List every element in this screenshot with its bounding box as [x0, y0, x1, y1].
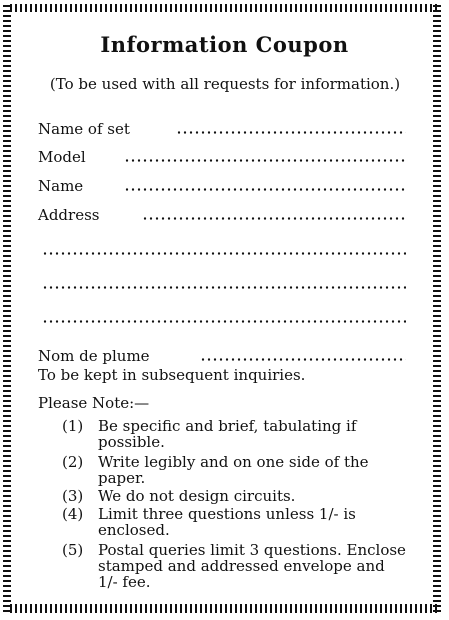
note-text: We do not design circuits. [98, 487, 296, 505]
model-label: Model [38, 148, 86, 166]
name-of-set-line[interactable] [176, 131, 406, 134]
note-number: (5) [62, 541, 84, 559]
note-number: (4) [62, 505, 84, 523]
nom-de-plume-line[interactable] [200, 358, 406, 361]
address-line-4[interactable] [42, 320, 406, 323]
nom-de-plume-label: Nom de plume [38, 347, 150, 365]
note-item [62, 506, 408, 538]
coupon-subtitle: (To be used with all requests for information.) [49, 75, 401, 93]
address-line-1[interactable] [142, 217, 406, 220]
model-line[interactable] [124, 159, 406, 162]
coupon-title: Information Coupon [100, 32, 349, 57]
kept-note: To be kept in subsequent inquiries. [38, 366, 306, 384]
note-number: (1) [62, 417, 84, 435]
border-left [3, 4, 11, 612]
note-item [62, 454, 408, 486]
name-of-set-label: Name of set [38, 120, 130, 138]
name-line[interactable] [124, 188, 406, 191]
note-text: Limit three questions unless 1/- is enclosed. [98, 505, 356, 539]
address-line-3[interactable] [42, 286, 406, 289]
border-top [10, 4, 439, 12]
please-note-heading: Please Note:— [38, 394, 150, 412]
note-item [62, 418, 408, 450]
address-line-2[interactable] [42, 252, 406, 255]
border-right [433, 4, 441, 612]
note-item [62, 488, 408, 504]
note-text: Write legibly and on one side of the paper. [98, 453, 369, 487]
note-text: Be specific and brief, tabulating if possible. [98, 417, 357, 451]
note-item [62, 542, 408, 592]
name-label: Name [38, 177, 84, 195]
note-number: (3) [62, 487, 84, 505]
address-label: Address [38, 206, 100, 224]
border-bottom [10, 604, 439, 613]
note-number: (2) [62, 453, 84, 471]
note-text: Postal queries limit 3 questions. Enclose stamped and addressed envelope and 1/- fee. [98, 541, 406, 591]
